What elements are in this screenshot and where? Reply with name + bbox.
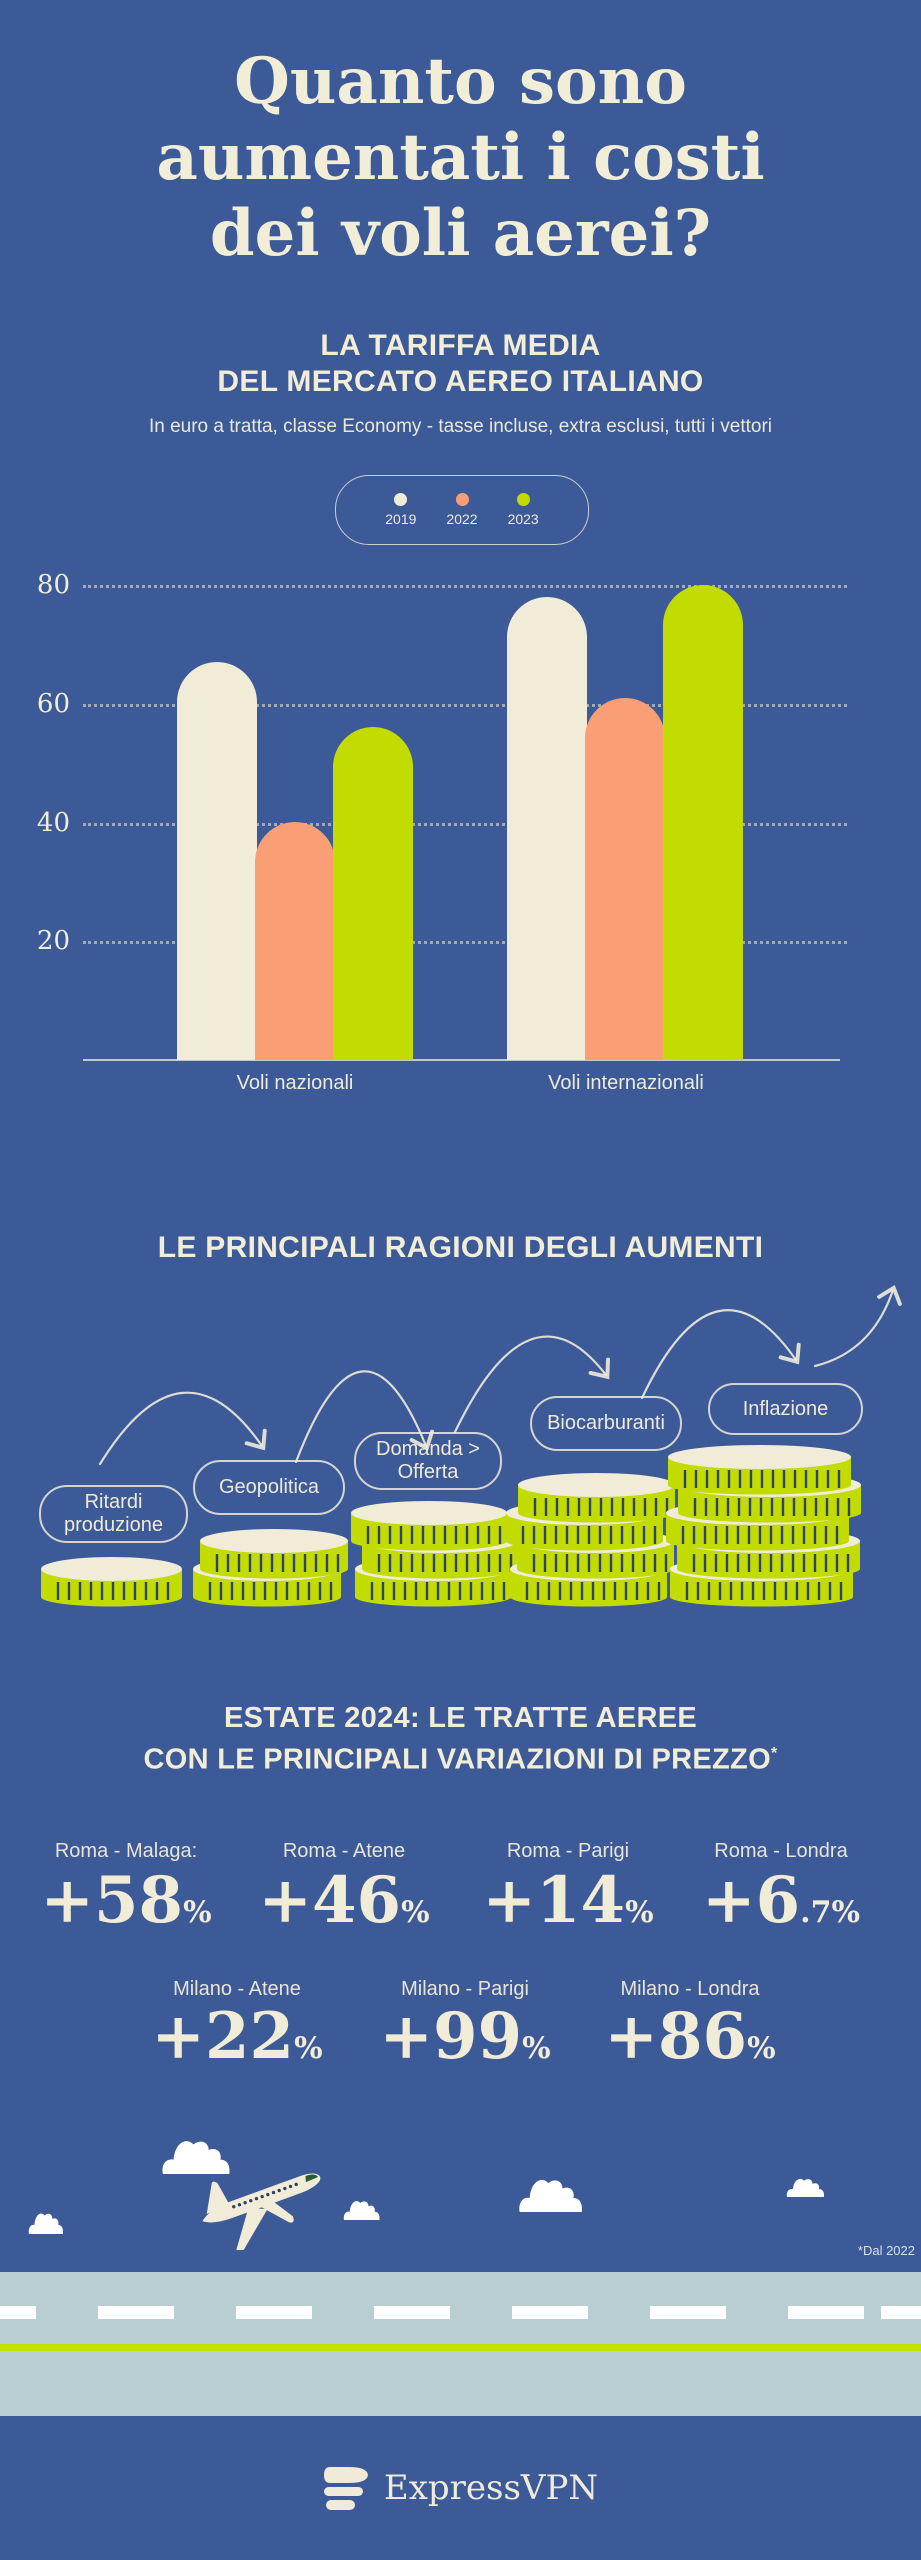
route-label: Milano - Londra — [620, 1978, 760, 2000]
route-label: Roma - Malaga: — [54, 1840, 198, 1862]
y-tick-label: 60 — [36, 689, 70, 719]
route-stat — [482, 1840, 653, 1945]
legend-label: 2019 — [385, 511, 417, 527]
runway-green-line — [0, 2344, 921, 2351]
coin-stack-3 — [351, 1501, 518, 1607]
route-value: +46% — [258, 1863, 430, 1938]
route-stat — [379, 1978, 550, 2081]
legend-item-2019 — [385, 493, 416, 527]
coin-stack-1 — [41, 1557, 182, 1607]
coin-stack-4 — [506, 1473, 675, 1607]
route-label: Roma - Parigi — [506, 1840, 630, 1862]
chart-legend — [335, 475, 589, 545]
runway-dashed-line — [0, 2306, 921, 2319]
footnote-asterisk: * — [770, 1745, 778, 1762]
chart-heading — [0, 328, 921, 400]
legend-label: 2023 — [507, 511, 539, 527]
page-title-line3: dei voli aerei? — [209, 196, 712, 271]
reason-box-1: Ritardi produzione — [39, 1485, 188, 1543]
legend-dot-icon — [517, 493, 530, 506]
bar-2022-0 — [255, 822, 335, 1060]
cloud-icon — [343, 2197, 391, 2220]
routes-heading — [0, 1700, 921, 1778]
route-label: Milano - Atene — [173, 1978, 301, 2000]
legend-dot-icon — [456, 493, 469, 506]
brand-lockup — [0, 2466, 921, 2510]
footnote: *Dal 2022 — [857, 2243, 915, 2258]
y-tick-label: 20 — [36, 926, 70, 956]
legend-item-2023 — [508, 493, 539, 527]
chart-subtitle: In euro a tratta, classe Economy - tasse incluse, extra esclusi, tutti i vettori — [148, 416, 773, 437]
route-stat — [604, 1978, 775, 2081]
airplane-icon — [193, 2150, 343, 2250]
chart-heading-line1: LA TARIFFA MEDIA — [320, 329, 601, 362]
route-stat — [702, 1840, 860, 1945]
route-value: +6.7% — [702, 1863, 860, 1938]
route-stat — [151, 1978, 322, 2081]
route-value: +86% — [604, 1999, 776, 2074]
category-label: Voli nazionali — [236, 1072, 354, 1094]
routes-heading-line1: ESTATE 2024: LE TRATTE AEREE — [223, 1702, 697, 1734]
coin-stack-5 — [666, 1445, 861, 1607]
page-title-line1: Quanto sono — [234, 44, 687, 119]
reason-box-4: Biocarburanti — [530, 1396, 682, 1451]
cloud-icon — [518, 2173, 602, 2212]
route-value: +22% — [151, 1999, 323, 2074]
cloud-icon — [28, 2209, 74, 2234]
legend-item-2022 — [446, 493, 477, 527]
bar-2023-1 — [663, 585, 743, 1060]
bar-2022-1 — [585, 698, 665, 1060]
bar-2019-1 — [507, 597, 587, 1060]
page-title — [0, 44, 921, 272]
reason-box-2: Geopolitica — [193, 1460, 345, 1515]
reason-box-3: Domanda > Offerta — [354, 1432, 502, 1490]
page-title-line2: aumentati i costi — [156, 120, 765, 195]
route-value: +14% — [482, 1863, 654, 1938]
bar-2023-0 — [333, 727, 413, 1060]
reason-box-5: Inflazione — [708, 1383, 863, 1435]
gridline-80 — [83, 585, 847, 588]
cloud-icon — [786, 2175, 836, 2197]
coin-stacks — [0, 1400, 921, 1630]
route-label: Roma - Atene — [282, 1840, 406, 1862]
expressvpn-logo-icon — [323, 2466, 369, 2510]
category-label: Voli internazionali — [548, 1072, 704, 1094]
route-stat — [40, 1840, 211, 1945]
chart-heading-line2: DEL MERCATO AEREO ITALIANO — [217, 365, 704, 398]
y-tick-label: 40 — [36, 808, 70, 838]
route-stat — [258, 1840, 429, 1945]
route-label: Milano - Parigi — [401, 1978, 529, 2000]
route-value: +99% — [379, 1999, 551, 2074]
route-value: +58% — [40, 1863, 212, 1938]
reasons-heading: LE PRINCIPALI RAGIONI DEGLI AUMENTI — [157, 1231, 764, 1264]
coin-stack-2 — [193, 1529, 348, 1607]
routes-heading-line2: CON LE PRINCIPALI VARIAZIONI DI PREZZO* — [143, 1743, 778, 1776]
route-label: Roma - Londra — [714, 1840, 848, 1862]
y-tick-label: 80 — [36, 570, 70, 600]
arc-up-final — [815, 1290, 893, 1366]
brand-name: ExpressVPN — [383, 2468, 599, 2508]
legend-dot-icon — [394, 493, 407, 506]
bar-2019-0 — [177, 662, 257, 1060]
legend-label: 2022 — [446, 511, 478, 527]
